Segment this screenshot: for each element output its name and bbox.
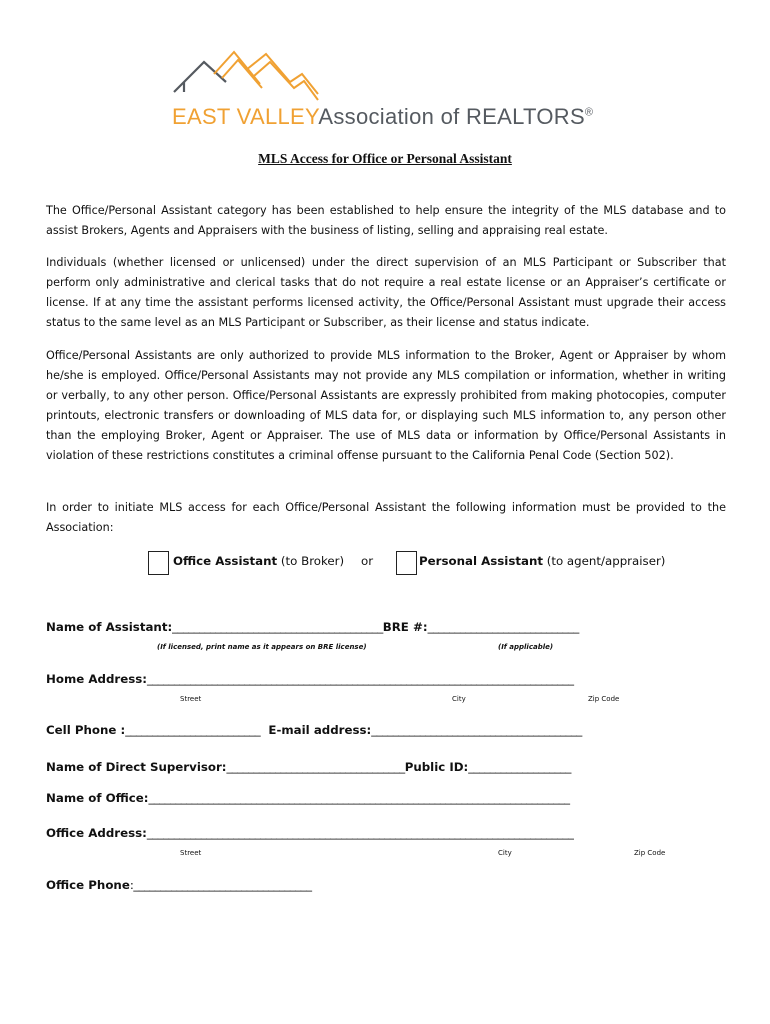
logo-registered-mark: ® xyxy=(584,106,594,119)
bre-label: BRE #: xyxy=(382,620,428,634)
public-id-field[interactable]: ___________________ xyxy=(468,760,571,774)
logo-association: Association of REALTORS xyxy=(318,104,585,129)
home-zip-hint: Zip Code xyxy=(588,695,620,703)
supervisor-row xyxy=(46,760,571,774)
form-title: MLS Access for Office or Personal Assistant xyxy=(258,151,512,166)
office-phone-label: Office Phone xyxy=(46,878,130,892)
instructions-paragraph: In order to initiate MLS access for each Office/Personal Assistant the following information must be provided to the Association: xyxy=(46,501,726,534)
home-address-row xyxy=(46,672,573,686)
personal-assistant-label xyxy=(419,554,665,568)
logo-east-valley: EAST VALLEY xyxy=(172,104,319,129)
office-assistant-label xyxy=(173,554,344,568)
supervisor-label: Name of Direct Supervisor: xyxy=(46,760,227,774)
office-assistant-bold: Office Assistant xyxy=(173,554,278,568)
office-address-field[interactable]: _______________________________________________________________________________ xyxy=(146,826,574,840)
office-zip-hint: Zip Code xyxy=(634,849,666,857)
or-text: or xyxy=(361,554,374,568)
office-name-label: Name of Office: xyxy=(46,791,149,805)
restrictions-paragraph: Office/Personal Assistants are only authorized to provide MLS information to the Broker, Agent or Appraiser by whom he/she is employed. Office/Personal Assistants may not provide any MLS compilation or information, whether in writing or verbally, to any other person. Office/Personal Assistants are expressly prohibited from making photocopies, computer printouts, electronic transfers or downloading of MLS data for, or displaying such MLS information to, any person other than the employing Broker, Agent or Appraiser. The use of MLS data or information by Office/Personal Assistants in violation of these restrictions constitutes a criminal offense pursuant to the California Penal Code (Section 502). xyxy=(46,349,726,462)
home-city-hint: City xyxy=(452,695,466,703)
email-label: E-mail address: xyxy=(268,723,372,737)
email-field[interactable]: _______________________________________ xyxy=(371,723,582,737)
home-address-label: Home Address: xyxy=(46,672,147,686)
office-phone-field[interactable]: :_________________________________ xyxy=(129,878,312,892)
office-city-hint: City xyxy=(498,849,512,857)
bre-hint: (If applicable) xyxy=(498,643,554,651)
public-id-label: Public ID: xyxy=(404,760,469,774)
eva-logo xyxy=(170,48,610,134)
intro-paragraph: The Office/Personal Assistant category has been established to help ensure the integrity of the MLS database and to assist Brokers, Agents and Appraisers with the business of listing, selling and appraising real estate. xyxy=(46,204,726,237)
cell-phone-field[interactable]: _________________________ xyxy=(125,723,261,737)
cell-phone-label: Cell Phone : xyxy=(46,723,126,737)
logo-wordmark xyxy=(172,104,593,130)
office-address-row xyxy=(46,826,573,840)
assistant-name-label: Name of Assistant: xyxy=(46,620,173,634)
assistant-name-hint: (If licensed, print name as it appears on BRE license) xyxy=(157,643,367,651)
office-assistant-checkbox[interactable] xyxy=(148,551,169,575)
home-street-hint: Street xyxy=(180,695,202,703)
assistant-name-field[interactable]: _______________________________________ xyxy=(172,620,383,634)
office-name-row xyxy=(46,791,570,805)
supervision-paragraph: Individuals (whether licensed or unlicensed) under the direct supervision of an MLS Participant or Subscriber that perform only administrative and clerical tasks that do not require a real estate license or an Appraiser’s certificate or license. If at any time the assistant performs licensed activity, the Office/Personal Assistant must upgrade their access status to the same level as an MLS Participant or Subscriber, as their license and status indicate. xyxy=(46,256,726,329)
assistant-name-row xyxy=(46,620,579,634)
home-address-field[interactable]: _______________________________________________________________________________ xyxy=(146,672,574,686)
personal-assistant-bold: Personal Assistant xyxy=(419,554,543,568)
bre-field[interactable]: ____________________________ xyxy=(427,620,579,634)
office-name-field[interactable]: ______________________________________________________________________________ xyxy=(148,791,570,805)
office-street-hint: Street xyxy=(180,849,202,857)
office-address-label: Office Address: xyxy=(46,826,147,840)
house-mountain-logo-icon xyxy=(170,48,320,103)
personal-assistant-checkbox[interactable] xyxy=(396,551,417,575)
supervisor-field[interactable]: _________________________________ xyxy=(226,760,405,774)
office-phone-row xyxy=(46,878,311,892)
contact-row xyxy=(46,723,582,737)
personal-assistant-rest: (to agent/appraiser) xyxy=(542,554,666,568)
office-assistant-rest: (to Broker) xyxy=(277,554,345,568)
